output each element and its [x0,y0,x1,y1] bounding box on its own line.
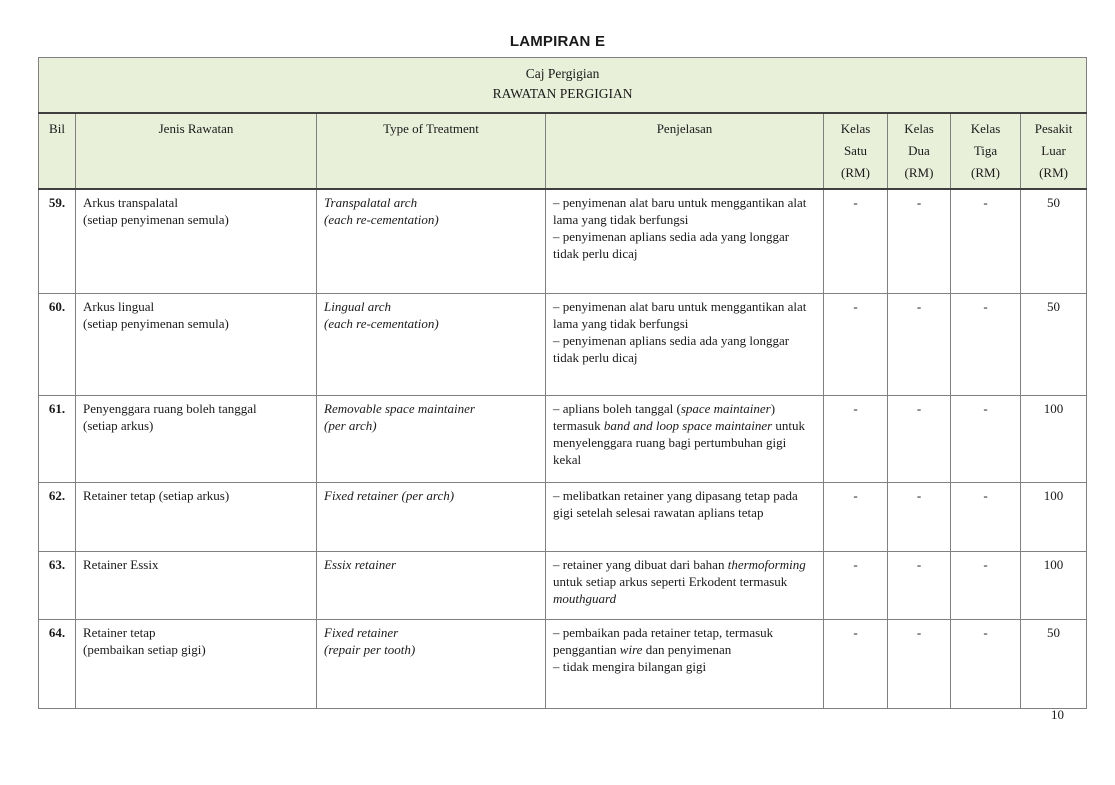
cell-jenis-rawatan [76,620,317,709]
cell-kelas-tiga: - [951,552,1021,620]
cell-bil: 60. [39,294,76,396]
cell-penjelasan [546,552,824,620]
document-table [38,57,1087,709]
cell-jenis-rawatan-line: (setiap penyimenan semula) [83,211,229,227]
cell-type-of-treatment-line: Fixed retainer (per arch) [324,488,455,503]
cell-penjelasan-item: – melibatkan retainer yang dipasang tetap pada gigi setelah selesai rawatan aplians tetap [553,488,798,520]
table-header [39,58,1087,189]
cell-type-of-treatment-line: Lingual arch [324,299,392,314]
cell-jenis-rawatan-line: (setiap arkus) [83,418,154,433]
cell-type-of-treatment [317,483,546,552]
column-header-bil [39,113,76,189]
cell-jenis-rawatan-line: Penyenggara ruang boleh tanggal [83,401,257,416]
column-header-kelas-tiga [951,113,1021,189]
column-header-line: Luar [1041,142,1066,158]
cell-jenis-rawatan-line: Retainer tetap (setiap arkus) [83,488,230,503]
table-row [39,552,1087,620]
column-header-jenis-rawatan [76,113,317,189]
table-title-line1: Caj Pergigian [525,66,600,81]
cell-penjelasan-item: – aplians boleh tanggal (space maintainer) termasuk band and loop space maintainer untuk menyelenggara ruang bagi pertumbuhan gigi kekal [553,401,806,467]
cell-kelas-tiga: - [951,620,1021,709]
cell-penjelasan [546,483,824,552]
column-header-line: Tiga [973,142,998,158]
cell-jenis-rawatan-line: (setiap penyimenan semula) [83,316,229,331]
cell-penjelasan-item: – penyimenan aplians sedia ada yang longgar tidak perlu dicaj [553,333,790,365]
cell-kelas-tiga: - [951,189,1021,294]
column-header-line: Satu [843,142,868,158]
column-header-line: Dua [908,142,930,158]
cell-kelas-dua: - [888,294,951,396]
column-header-line: (RM) [1039,164,1068,180]
cell-jenis-rawatan-line: Arkus lingual [83,299,155,314]
table-title-line2: RAWATAN PERGIGIAN [492,86,633,101]
cell-penjelasan-item: – pembaikan pada retainer tetap, termasuk penggantian wire dan penyimenan [553,625,774,657]
cell-kelas-satu: - [824,189,888,294]
cell-pesakit-luar: 50 [1021,294,1087,396]
cell-penjelasan [546,294,824,396]
column-header-line: Bil [49,120,65,136]
column-header-line: Penjelasan [656,120,713,136]
cell-bil: 62. [39,483,76,552]
cell-kelas-dua: - [888,552,951,620]
cell-bil: 61. [39,396,76,483]
cell-penjelasan-item: – penyimenan alat baru untuk menggantikan alat lama yang tidak berfungsi [553,299,807,331]
column-header-line: Jenis Rawatan [158,120,234,136]
cell-penjelasan-item: – retainer yang dibuat dari bahan thermoforming untuk setiap arkus seperti Erkodent termasuk mouthguard [553,557,806,606]
cell-jenis-rawatan [76,294,317,396]
column-header-line: Kelas [904,120,934,136]
cell-bil: 59. [39,189,76,294]
cell-bil: 64. [39,620,76,709]
cell-pesakit-luar: 50 [1021,620,1087,709]
cell-kelas-tiga: - [951,483,1021,552]
cell-penjelasan-item: – penyimenan alat baru untuk menggantikan alat lama yang tidak berfungsi [553,194,807,227]
cell-kelas-satu: - [824,294,888,396]
cell-jenis-rawatan [76,189,317,294]
cell-type-of-treatment-line: (per arch) [324,418,377,433]
column-header-line: Pesakit [1034,120,1073,136]
column-header-line: (RM) [904,164,934,180]
table-title-band-row [39,58,1087,113]
cell-jenis-rawatan-line: Arkus transpalatal [83,194,178,210]
column-header-line: Kelas [970,120,1001,136]
column-header-type-of-treatment [317,113,546,189]
cell-kelas-dua: - [888,396,951,483]
page-title: LAMPIRAN E [509,33,606,50]
cell-penjelasan-item: – tidak mengira bilangan gigi [553,659,707,674]
column-header-line: Type of Treatment [383,120,479,136]
cell-kelas-tiga: - [951,294,1021,396]
cell-type-of-treatment-line: Fixed retainer [324,625,399,640]
cell-kelas-tiga: - [951,396,1021,483]
cell-type-of-treatment-line: Transpalatal arch [324,194,418,210]
column-header-line: Kelas [840,120,871,136]
table-row [39,396,1087,483]
column-header-line: (RM) [971,164,1000,180]
cell-pesakit-luar: 100 [1021,552,1087,620]
cell-type-of-treatment [317,620,546,709]
column-header-penjelasan [546,113,824,189]
cell-jenis-rawatan [76,396,317,483]
table-row [39,483,1087,552]
cell-penjelasan-item: – penyimenan aplians sedia ada yang longgar tidak perlu dicaj [553,228,790,261]
cell-penjelasan [546,189,824,294]
cell-jenis-rawatan [76,483,317,552]
cell-kelas-satu: - [824,620,888,709]
cell-type-of-treatment-line: (each re-cementation) [324,316,439,331]
cell-kelas-dua: - [888,620,951,709]
cell-type-of-treatment-line: (repair per tooth) [324,642,416,657]
column-header-row [39,113,1087,189]
column-header-pesakit-luar [1021,113,1087,189]
cell-type-of-treatment [317,552,546,620]
table-title-band [39,58,1087,113]
cell-penjelasan [546,620,824,709]
cell-pesakit-luar: 50 [1021,189,1087,294]
column-header-kelas-satu [824,113,888,189]
cell-type-of-treatment [317,189,546,294]
cell-kelas-satu: - [824,552,888,620]
page-number: 10 [1051,707,1064,722]
table-row [39,189,1087,294]
cell-jenis-rawatan [76,552,317,620]
cell-type-of-treatment [317,294,546,396]
cell-kelas-dua: - [888,189,951,294]
cell-kelas-satu: - [824,396,888,483]
cell-penjelasan [546,396,824,483]
cell-bil: 63. [39,552,76,620]
cell-jenis-rawatan-line: (pembaikan setiap gigi) [83,642,206,657]
cell-type-of-treatment [317,396,546,483]
table-body [39,189,1087,709]
cell-pesakit-luar: 100 [1021,483,1087,552]
cell-kelas-dua: - [888,483,951,552]
table-row [39,620,1087,709]
cell-jenis-rawatan-line: Retainer Essix [83,557,159,572]
cell-jenis-rawatan-line: Retainer tetap [83,625,156,640]
cell-pesakit-luar: 100 [1021,396,1087,483]
table-row [39,294,1087,396]
column-header-line: (RM) [841,164,870,180]
column-header-kelas-dua [888,113,951,189]
cell-type-of-treatment-line: Removable space maintainer [324,401,475,416]
cell-kelas-satu: - [824,483,888,552]
cell-type-of-treatment-line: Essix retainer [324,557,397,572]
cell-type-of-treatment-line: (each re-cementation) [324,211,439,227]
